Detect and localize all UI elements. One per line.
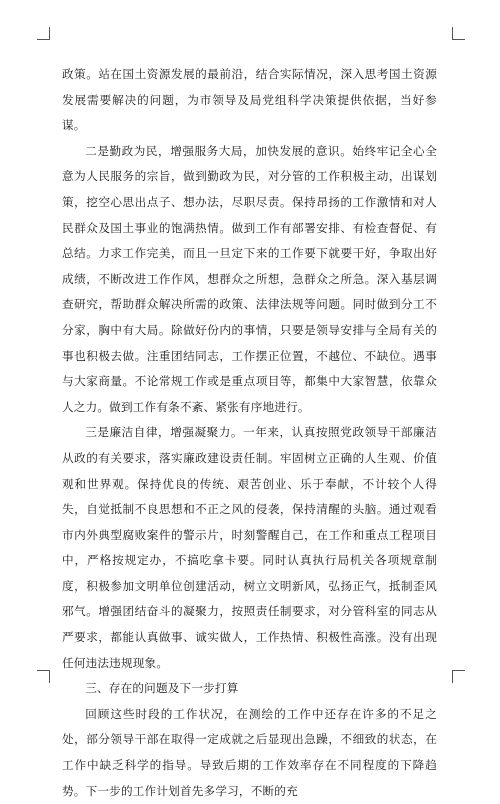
paragraph-diligent-governance: 二是勤政为民，增强服务大局，加快发展的意识。始终牢记全心全意为人民服务的宗旨，做到勤政为民，对分管的工作积极主动，出谋划策，挖空心思出点子、想办法，尽职尽责。保持昂扬的工作激情和对人民群众及国土事业的饱满热情。做到工作有部署安排、有检查督促、有总结。力求工作完美，而且一旦定下来的工作要下就要干好，争取出好成绩，不断改进工作作风，想群众之所想，急群众之所急。深入基层调查研究，帮助群众解决所需的政策、法律法规等问题。同时做到分工不分家，胸中有大局。除做好份内的事情，只要是领导安排与全局有关的事也积极去做。注重团结同志，工作摆正位置，不越位、不缺位。遇事与大家商量。不论常规工作或是重点项目等，都集中大家智慧，依靠众人之力。做到工作有条不紊、紧张有序地进行。	[62, 143, 437, 414]
paragraph-integrity-self-discipline: 三是廉洁自律，增强凝聚力。一年来，认真按照党政领导干部廉洁从政的有关要求，落实廉政建设责任制。牢固树立正确的人生观、价值观和世界观。保持优良的传统、艰苦创业、乐于奉献，不计较个人得失，自觉抵制不良思想和不正之风的侵袭，保持清醒的头脑。通过观看市内外典型腐败案件的警示片，时刻警醒自己，在工作和重点工程项目中，严格按规定办，不搞吃拿卡要。同时认真执行局机关各项规章制度，积极参加文明单位创建活动，树立文明新风，弘扬正气，抵制歪风邪气。增强团结奋斗的凝聚力，按照责任制要求，对分管科室的同志从严要求，都能认真做事、诚实做人，工作热情、积极性高涨。没有出现任何违法违规现象。	[62, 425, 437, 670]
section-heading-problems-and-plans: 三、存在的问题及下一步打算	[85, 681, 239, 696]
crop-mark-bottom-right	[452, 670, 465, 683]
document-body	[62, 62, 437, 804]
crop-mark-bottom-left	[37, 670, 50, 683]
crop-mark-top-right	[452, 27, 465, 40]
crop-mark-top-left	[37, 27, 50, 40]
paragraph-policy-continuation: 政策。站在国土资源发展的最前沿，结合实际情况，深入思考国土资源发展需要解决的问题，为市领导及局党组科学决策提供依据，当好参谋。	[62, 67, 437, 133]
paragraph-review-and-next-steps: 回顾这些时段的工作状况，在测绘的工作中还存在许多的不足之处，部分领导干部在取得一定成就之后显现出急躁，不细致的状态，在工作中缺乏科学的指导。导致后期的工作效率存在不同程度的下降趋势。下一步的工作计划首先多学习，不断的充	[62, 706, 437, 798]
